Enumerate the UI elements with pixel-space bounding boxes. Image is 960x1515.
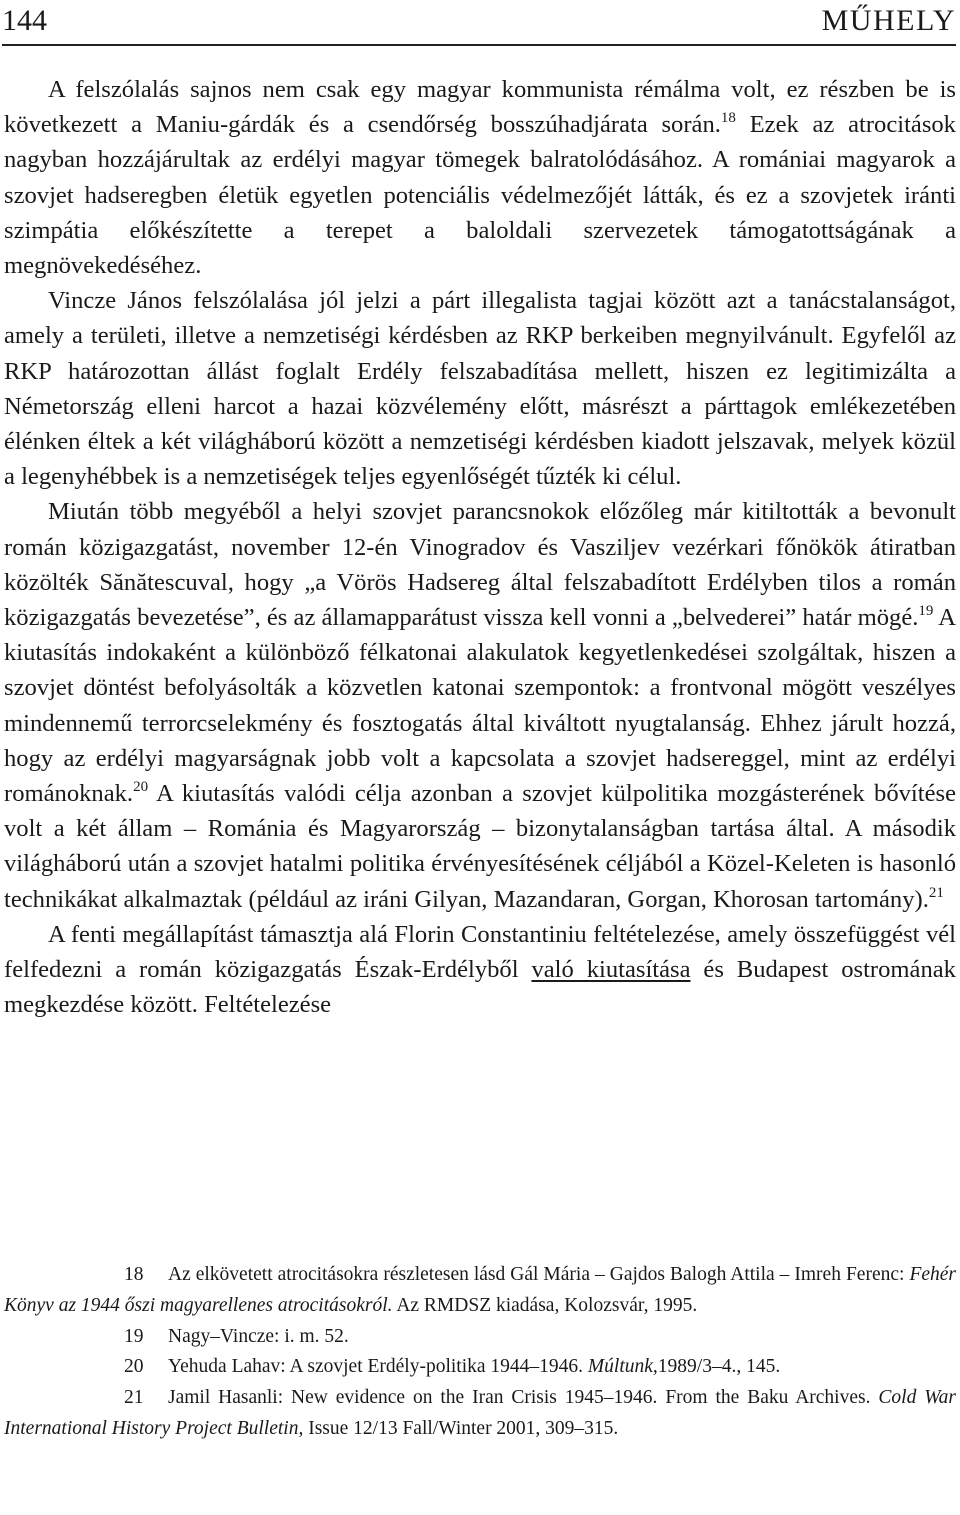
footnote xyxy=(4,1352,956,1383)
footnote-number: 20 xyxy=(124,1356,144,1378)
paragraph-text: A kiutasítás indokaként a különböző félkatonai alakulatok kegyetlenkedései szolgáltak, hiszen a szovjet döntést befolyásolták a közvetlen katonai szempontok: a frontvonal mögött veszélyes mindennemű terrorcselekmény és fosztogatás által kiváltott nyugtalanság. Ehhez járult hozzá, hogy az erdélyi magyarságnak jobb volt a kapcsolata a szovjet hadsereggel, mint az erdélyi románoknak. xyxy=(4,604,956,808)
paragraph xyxy=(4,917,956,1023)
paragraph-text: A fenti megállapítást támasztja alá Florin Constantiniu feltételezése, amely összefüggést vél felfedezni a román közigazgatás Észak-Erdélyből xyxy=(4,920,956,984)
page-number: 144 xyxy=(2,4,47,37)
footnote-ref: 20 xyxy=(133,779,149,796)
footnote xyxy=(4,1383,956,1445)
footnote-ref: 19 xyxy=(918,603,934,620)
footnote-number: 21 xyxy=(124,1387,144,1409)
footnote-title: Cold War International History Project Bulletin, xyxy=(4,1387,957,1439)
page-header xyxy=(2,0,956,46)
underlined-text: való kiutasítása xyxy=(531,956,691,984)
paragraph-text: és Budapest ostromának megkezdése között. Feltételezése xyxy=(4,956,956,1019)
footnote-text: Nagy–Vincze: i. m. 52. xyxy=(168,1325,349,1347)
footnote-number: 18 xyxy=(124,1264,144,1285)
footnote-text: Issue 12/13 Fall/Winter 2001, 309–315. xyxy=(303,1417,619,1439)
footnote-text: Az elkövetett atrocitásokra részletesen lásd Gál Mária – Gajdos Balogh Attila – Imreh Ferenc: xyxy=(168,1264,910,1285)
footnote-ref: 21 xyxy=(928,884,944,901)
footnote-text: Yehuda Lahav: A szovjet Erdély-politika 1944–1946. xyxy=(168,1356,588,1378)
footnote-title: Múltunk, xyxy=(587,1356,658,1378)
running-head: MŰHELY xyxy=(821,4,956,37)
footnote-number: 19 xyxy=(124,1325,144,1347)
paragraph xyxy=(4,283,956,494)
paragraph-text: Ezek az atrocitások nagyban hozzájárultak az erdélyi magyar tömegek balratolódásához. A romániai magyarok a szovjet hadseregben életük egyetlen potenciális védelmezőjét látták, és ez a szovjetek iránti szimpátia előkészítette a terepet a baloldali szervezetek támogatottságának a megnövekedéséhez. xyxy=(4,111,956,280)
paragraph-text: A kiutasítás valódi célja azonban a szovjet külpolitika mozgásterének bővítése volt a két állam – Románia és Magyarország – bizonytalanságban tartása által. A második világháború után a szovjet hatalmi politika érvényesítésének céljából a Közel-Keleten is hasonló technikákat alkalmaztak (például az iráni Gilyan, Mazandaran, Gorgan, Khorosan tartomány). xyxy=(4,780,956,913)
footnote-text: 1989/3–4., 145. xyxy=(657,1356,781,1378)
footnote-text: Az RMDSZ kiadása, Kolozsvár, 1995. xyxy=(392,1294,698,1316)
footnotes xyxy=(4,1260,956,1445)
body-text xyxy=(4,72,956,1022)
paragraph xyxy=(4,494,956,916)
footnote-title: Fehér Könyv az 1944 őszi magyarellenes atrocitásokról. xyxy=(4,1264,956,1316)
footnote xyxy=(4,1260,956,1322)
paragraph-text: A felszólalás sajnos nem csak egy magyar kommunista rémálma volt, ez részben be is következett a Maniu-gárdák és a csendőrség bosszúhadjárata során. xyxy=(4,76,956,139)
footnote xyxy=(4,1322,956,1353)
footnote-ref: 18 xyxy=(720,110,736,127)
paragraph xyxy=(4,72,956,283)
footnote-text: Jamil Hasanli: New evidence on the Iran Crisis 1945–1946. From the Baku Archives. xyxy=(168,1387,879,1409)
paragraph-text: Vincze János felszólalása jól jelzi a párt illegalista tagjai között azt a tanácstalanságot, amely a területi, illetve a nemzetiségi kérdésben az RKP berkeiben megnyilvánult. Egyfelől az RKP határozottan állást foglalt Erdély felszabadítása mellett, hiszen ez legitimizálta a Németország elleni harcot a hazai közvélemény előtt, másrészt a párttagok emlékezetében élénken éltek a két világháború között a nemzetiségi kérdésben kiadott jelszavak, melyek közül a legenyhébbek is a nemzetiségek teljes egyenlőségét tűzték ki célul. xyxy=(4,287,956,491)
paragraph-text: Miután több megyéből a helyi szovjet parancsnokok előzőleg már kitiltották a bevonult román közigazgatást, november 12-én Vinogradov és Vasziljev vezérkari főnökök átiratban közölték Sănătescuval, hogy „a Vörös Hadsereg által felszabadított Erdélyben tilos a román közigazgatás bevezetése”, és az államapparátust vissza kell vonni a „belvederei” határ mögé. xyxy=(4,498,956,632)
